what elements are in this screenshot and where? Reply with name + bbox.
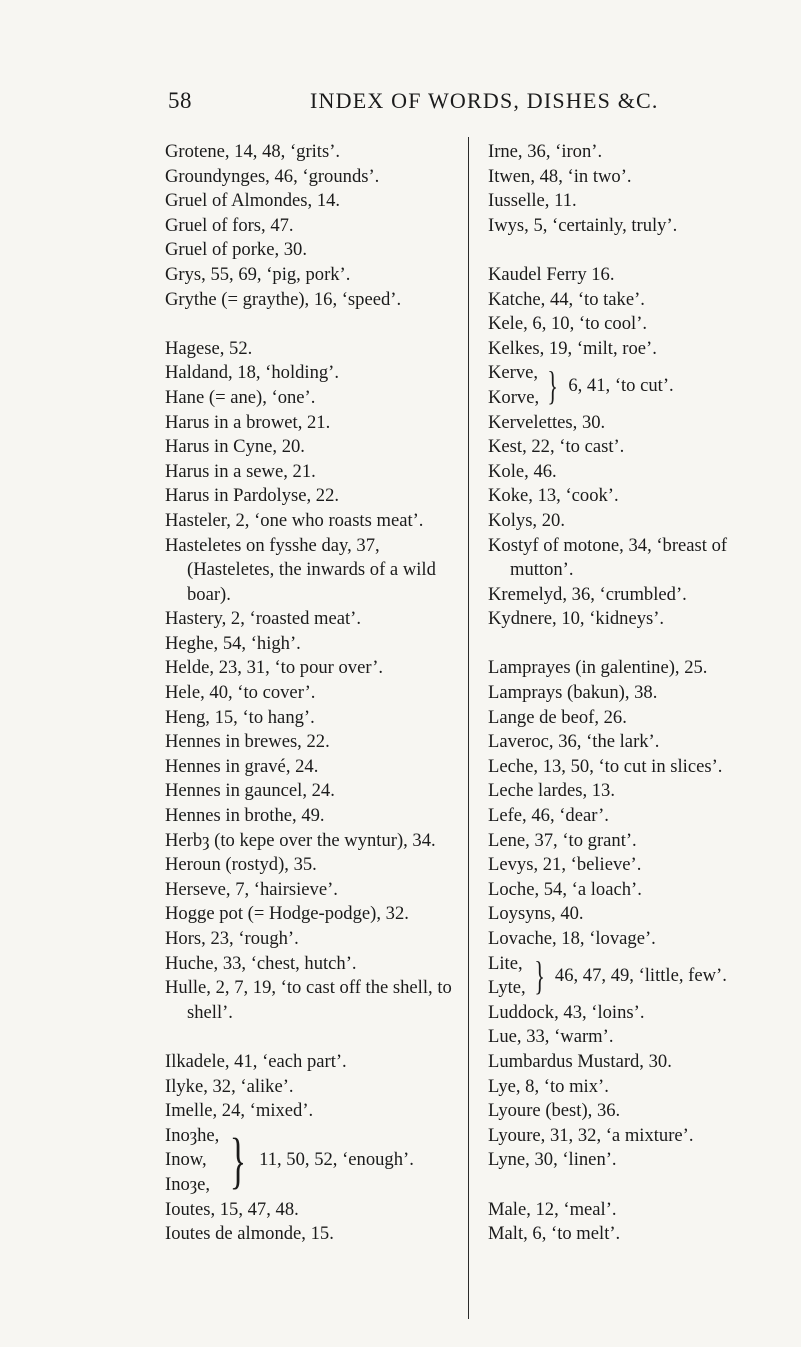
index-entry: Lene, 37, ‘to grant’. xyxy=(488,829,637,851)
index-entry: Laveroc, 36, ‘the lark’. xyxy=(488,731,660,753)
index-entry: Leche lardes, 13. xyxy=(488,780,615,802)
index-entry: Gruel of fors, 47. xyxy=(165,214,294,236)
index-entry: Leche, 13, 50, ‘to cut in slices’. xyxy=(488,755,723,777)
running-title: INDEX OF WORDS, DISHES &C. xyxy=(310,88,659,113)
section-gap xyxy=(165,312,465,337)
index-entry: Iusselle, 11. xyxy=(488,190,577,212)
variant-references: 6, 41, ‘to cut’. xyxy=(568,374,674,396)
index-entry: Imelle, 24, ‘mixed’. xyxy=(165,1100,314,1122)
index-entry: Hasteletes on fysshe day, 37, (Hasteletes, the inwards of a wild boar). xyxy=(165,534,436,605)
index-entry-variant-group xyxy=(488,952,788,1001)
index-entry: Heghe, 54, ‘high’. xyxy=(165,632,301,654)
variant-headword: Inow, xyxy=(165,1149,207,1171)
index-entry: Iwys, 5, ‘certainly, truly’. xyxy=(488,214,678,236)
index-entry: Lefe, 46, ‘dear’. xyxy=(488,805,609,827)
index-entry: Ioutes, 15, 47, 48. xyxy=(165,1198,299,1220)
section-gap xyxy=(488,1173,788,1198)
index-entry: Hulle, 2, 7, 19, ‘to cast off the shell, to shell’. xyxy=(165,977,452,1023)
index-entry: Lyne, 30, ‘linen’. xyxy=(488,1149,617,1171)
index-entry: Herbȝ (to kepe over the wyntur), 34. xyxy=(165,829,436,851)
index-entry: Luddock, 43, ‘loins’. xyxy=(488,1001,645,1023)
page-number: 58 xyxy=(168,88,192,113)
column-divider xyxy=(468,137,469,1319)
index-entry: Loche, 54, ‘a loach’. xyxy=(488,878,642,900)
index-entry: Hele, 40, ‘to cover’. xyxy=(165,682,316,704)
index-entry: Herseve, 7, ‘hairsieve’. xyxy=(165,878,338,900)
index-entry: Kelkes, 19, ‘milt, roe’. xyxy=(488,337,657,359)
index-entry: Ilkadele, 41, ‘each part’. xyxy=(165,1050,347,1072)
index-entry: Hasteler, 2, ‘one who roasts meat’. xyxy=(165,509,424,531)
variant-references: 11, 50, 52, ‘enough’. xyxy=(259,1149,414,1171)
index-entry: Lange de beof, 26. xyxy=(488,706,627,728)
index-entry: Male, 12, ‘meal’. xyxy=(488,1198,617,1220)
variant-headword: Lyte, xyxy=(488,977,526,999)
index-entry: Irne, 36, ‘iron’. xyxy=(488,141,603,162)
index-entry: Lye, 8, ‘to mix’. xyxy=(488,1075,609,1097)
index-entry: Loysyns, 40. xyxy=(488,903,584,925)
index-entry: Lue, 33, ‘warm’. xyxy=(488,1026,614,1048)
index-entry: Gruel of porke, 30. xyxy=(165,239,307,261)
index-entry: Hennes in brewes, 22. xyxy=(165,731,330,753)
index-entry-variant-group xyxy=(165,1124,465,1198)
index-entry: Katche, 44, ‘to take’. xyxy=(488,288,645,310)
index-entry: Kest, 22, ‘to cast’. xyxy=(488,436,625,458)
index-entry: Ioutes de almonde, 15. xyxy=(165,1223,334,1245)
index-entry: Kostyf of motone, 34, ‘breast of mutton’. xyxy=(488,534,728,581)
index-entry: Gruel of Almondes, 14. xyxy=(165,190,341,212)
index-entry: Kole, 46. xyxy=(488,460,557,482)
variant-headword: Korve, xyxy=(488,386,540,408)
brace-icon: } xyxy=(547,362,559,408)
variant-headword: Inoȝe, xyxy=(165,1173,211,1195)
index-entry: Lyoure (best), 36. xyxy=(488,1100,621,1122)
index-entry: Grys, 55, 69, ‘pig, pork’. xyxy=(165,263,351,285)
index-entry: Levys, 21, ‘believe’. xyxy=(488,854,642,876)
index-entry: Kele, 6, 10, ‘to cool’. xyxy=(488,313,648,335)
index-entry-variant-group xyxy=(488,361,788,410)
index-entry: Kervelettes, 30. xyxy=(488,411,606,433)
section-gap xyxy=(488,632,788,657)
index-entry: Hane (= ane), ‘one’. xyxy=(165,386,316,408)
index-entry: Lyoure, 31, 32, ‘a mixture’. xyxy=(488,1124,694,1146)
variant-headword: Lite, xyxy=(488,952,523,974)
page-header xyxy=(0,88,801,118)
index-column-right xyxy=(488,140,788,1247)
index-entry: Koke, 13, ‘cook’. xyxy=(488,485,619,507)
index-entry: Hastery, 2, ‘roasted meat’. xyxy=(165,608,362,630)
index-entry: Harus in a browet, 21. xyxy=(165,411,331,433)
index-entry: Grythe (= graythe), 16, ‘speed’. xyxy=(165,288,402,310)
brace-icon: } xyxy=(230,1126,247,1195)
index-entry: Hogge pot (= Hodge-podge), 32. xyxy=(165,903,409,925)
variant-references: 46, 47, 49, ‘little, few’. xyxy=(554,964,727,986)
index-entry: Kremelyd, 36, ‘crumbled’. xyxy=(488,583,687,605)
index-entry: Harus in a sewe, 21. xyxy=(165,460,316,482)
index-entry: Groundynges, 46, ‘grounds’. xyxy=(165,165,380,187)
index-entry: Heng, 15, ‘to hang’. xyxy=(165,706,315,728)
index-entry: Haldand, 18, ‘holding’. xyxy=(165,362,340,384)
index-entry: Lamprayes (in galentine), 25. xyxy=(488,657,708,679)
index-entry: Helde, 23, 31, ‘to pour over’. xyxy=(165,657,384,679)
index-entry: Lovache, 18, ‘lovage’. xyxy=(488,928,656,949)
index-column-left xyxy=(165,140,465,1247)
index-entry: Ilyke, 32, ‘alike’. xyxy=(165,1075,294,1097)
variant-headword: Kerve, xyxy=(488,362,539,384)
index-entry: Huche, 33, ‘chest, hutch’. xyxy=(165,952,357,974)
index-entry: Hennes in brothe, 49. xyxy=(165,805,325,827)
brace-icon: } xyxy=(534,953,545,999)
index-entry: Heroun (rostyd), 35. xyxy=(165,854,317,876)
index-entry: Harus in Cyne, 20. xyxy=(165,436,305,458)
index-entry: Malt, 6, ‘to melt’. xyxy=(488,1223,621,1245)
index-entry: Hors, 23, ‘rough’. xyxy=(165,928,299,949)
index-entry: Itwen, 48, ‘in two’. xyxy=(488,165,632,187)
index-entry: Kaudel Ferry 16. xyxy=(488,263,615,285)
index-entry: Lumbardus Mustard, 30. xyxy=(488,1050,672,1072)
index-entry: Lamprays (bakun), 38. xyxy=(488,682,658,704)
section-gap xyxy=(165,1025,465,1050)
index-entry: Hennes in gravé, 24. xyxy=(165,755,319,777)
index-entry: Grotene, 14, 48, ‘grits’. xyxy=(165,141,341,162)
index-entry: Kydnere, 10, ‘kidneys’. xyxy=(488,608,665,630)
variant-headword: Inoȝhe, xyxy=(165,1124,220,1146)
index-entry: Kolys, 20. xyxy=(488,509,565,531)
index-entry: Harus in Pardolyse, 22. xyxy=(165,485,340,507)
section-gap xyxy=(488,238,788,263)
index-entry: Hagese, 52. xyxy=(165,337,253,359)
index-entry: Hennes in gauncel, 24. xyxy=(165,780,335,802)
